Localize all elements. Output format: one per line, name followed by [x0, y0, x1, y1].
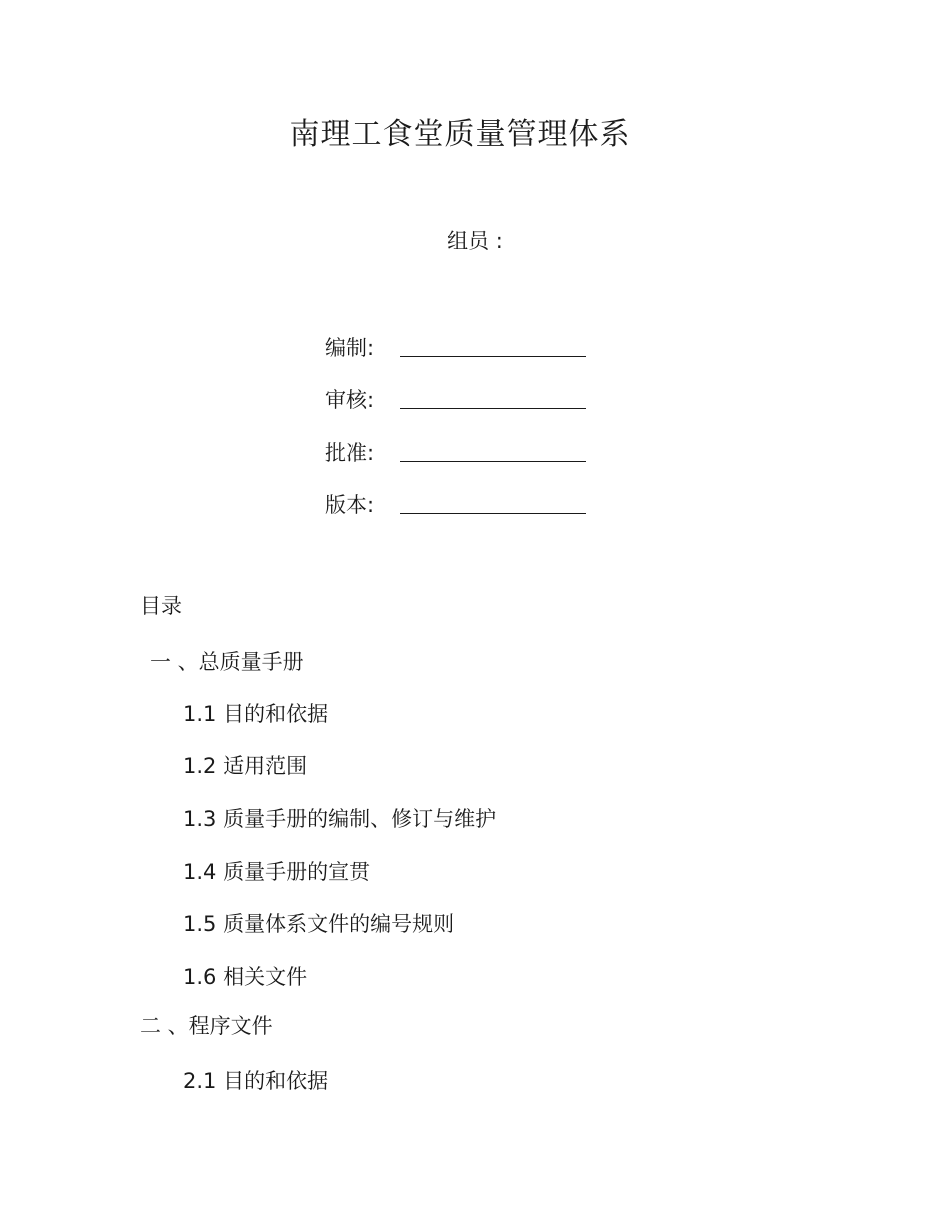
signoff-blank-line — [400, 513, 586, 514]
signoff-label: 编制: — [325, 336, 375, 360]
toc-item-1-1: 1.1 目的和依据 — [183, 702, 329, 726]
toc-item-1-2: 1.2 适用范围 — [183, 754, 308, 778]
toc-section-2: 二 、程序文件 — [140, 1014, 273, 1038]
toc-item-1-6: 1.6 相关文件 — [183, 965, 308, 989]
signoff-label: 批准: — [325, 441, 375, 465]
signoff-blank-line — [400, 356, 586, 357]
signoff-row-approve — [325, 438, 625, 468]
toc-item-2-1: 2.1 目的和依据 — [183, 1069, 329, 1093]
toc-heading: 目录 — [140, 594, 182, 618]
signoff-row-compile — [325, 333, 625, 363]
signoff-row-version — [325, 490, 625, 520]
signoff-label: 版本: — [325, 493, 375, 517]
toc-item-1-3: 1.3 质量手册的编制、修订与维护 — [183, 807, 497, 831]
signoff-blank-line — [400, 408, 586, 409]
signoff-blank-line — [400, 461, 586, 462]
signoff-label: 审核: — [325, 388, 375, 412]
document-title: 南理工食堂质量管理体系 — [289, 117, 631, 152]
toc-item-1-5: 1.5 质量体系文件的编号规则 — [183, 912, 455, 936]
toc-section-1: 一 、总质量手册 — [150, 650, 304, 674]
toc-item-1-4: 1.4 质量手册的宣贯 — [183, 860, 371, 884]
members-label: 组员 : — [447, 229, 503, 253]
signoff-row-review — [325, 385, 625, 415]
